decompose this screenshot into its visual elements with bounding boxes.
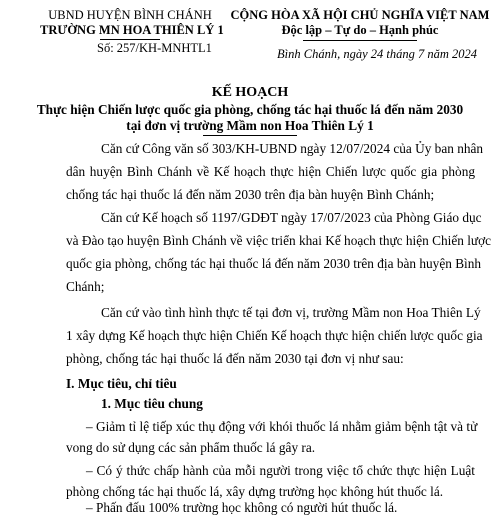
title-underline (203, 135, 297, 136)
paragraph-2-line-2: và Đào tạo huyện Bình Chánh về việc triển khai Kế hoạch thực hiện Chiến lược (66, 233, 492, 248)
paragraph-1-line-1: Căn cứ Công văn số 303/KH-UBND ngày 12/07/2024 của Ủy ban nhân (101, 141, 484, 156)
section-heading-1: I. Mục tiêu, chỉ tiêu (66, 376, 177, 391)
document-title: KẾ HOẠCH (211, 85, 289, 100)
bullet-2-line-1: – Có ý thức chấp hành của mỗi người trong việc tổ chức thực hiện Luật (86, 463, 475, 478)
agency-name: UBND HUYỆN BÌNH CHÁNH (48, 8, 212, 22)
paragraph-2-line-4: Chánh; (66, 279, 105, 294)
paragraph-3-line-3: phòng, chống tác hại thuốc lá đến năm 2030 tại đơn vị như sau: (66, 351, 404, 366)
document-number: Số: 257/KH-MNHTL1 (97, 41, 212, 55)
bullet-2-line-2: phòng chống tác hại thuốc lá, xây dựng trường học không hút thuốc lá. (66, 484, 444, 499)
bullet-1-line-1: – Giảm tỉ lệ tiếp xúc thụ động với khói thuốc lá nhằm giảm bệnh tật và tử (86, 419, 478, 434)
school-name-underline (100, 39, 160, 40)
paragraph-1-line-2: dân huyện Bình Chánh về Kế hoạch thực hiện Chiến lược quốc gia phòng (66, 164, 475, 179)
paragraph-3-line-1: Căn cứ vào tình hình thực tế tại đơn vị, trường Mầm non Hoa Thiên Lý (101, 305, 481, 320)
national-motto-underline (303, 40, 417, 41)
country-name: CỘNG HÒA XÃ HỘI CHỦ NGHĨA VIỆT NAM (230, 8, 490, 22)
document-subtitle-line2: tại đơn vị trường Mầm non Hoa Thiên Lý 1 (126, 118, 374, 133)
paragraph-2-line-1: Căn cứ Kế hoạch số 1197/GDĐT ngày 17/07/2023 của Phòng Giáo dục (101, 210, 482, 225)
paragraph-2-line-3: quốc gia phòng, chống tác hại thuốc lá đến năm 2030 trên địa bàn huyện Bình (66, 256, 482, 271)
document-subtitle-line1: Thực hiện Chiến lược quốc gia phòng, chống tác hại thuốc lá đến năm 2030 (36, 102, 464, 117)
bullet-3-line-1: – Phấn đấu 100% trường học không có người hút thuốc lá. (86, 500, 398, 515)
bullet-1-line-2: vong do sử dụng các sản phẩm thuốc lá gây ra. (66, 440, 316, 455)
school-name: TRƯỜNG MN HOA THIÊN LÝ 1 (40, 23, 224, 37)
place-date: Bình Chánh, ngày 24 tháng 7 năm 2024 (277, 47, 477, 61)
national-motto: Độc lập – Tự do – Hạnh phúc (281, 23, 439, 37)
paragraph-3-line-2: 1 xây dựng Kế hoạch thực hiện Chiến Kế hoạch thực hiện chiến lược quốc gia (66, 328, 483, 343)
paragraph-1-line-3: chống tác hại thuốc lá đến năm 2030 trên địa bàn huyện Bình Chánh; (66, 187, 435, 202)
subsection-heading-1-1: 1. Mục tiêu chung (101, 396, 203, 411)
